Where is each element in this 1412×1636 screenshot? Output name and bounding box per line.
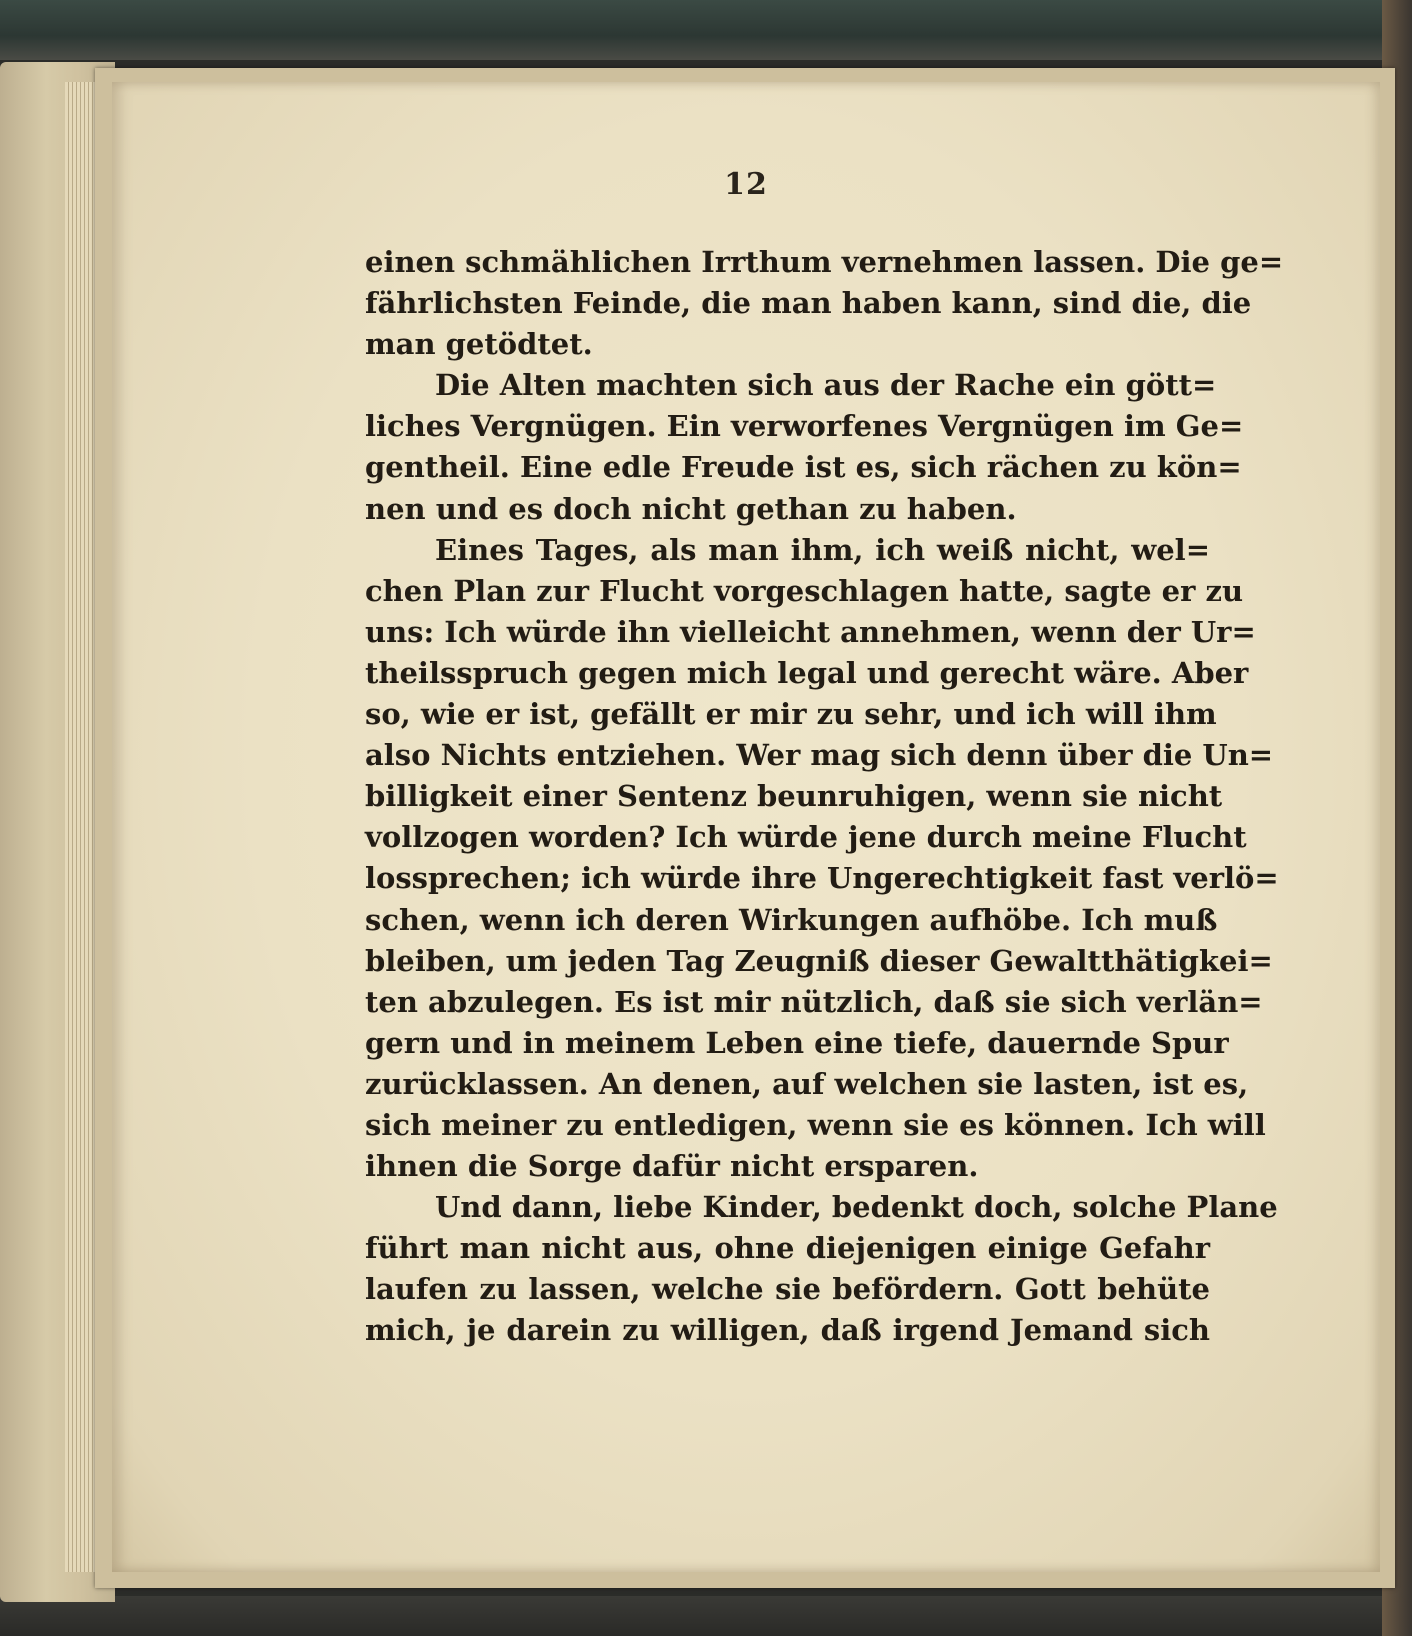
book-page bbox=[112, 82, 1380, 1572]
text-line: führt man nicht aus, ohne diejenigen einige Gefahr bbox=[365, 1231, 1210, 1266]
text-line: vollzogen worden? Ich würde jene durch meine Flucht bbox=[365, 820, 1247, 855]
text-line: laufen zu lassen, welche sie befördern. Gott behüte bbox=[365, 1272, 1210, 1307]
text-line: also Nichts entziehen. Wer mag sich denn über die Un= bbox=[365, 738, 1274, 773]
text-line: ten abzulegen. Es ist mir nützlich, daß sie sich verlän= bbox=[365, 984, 1263, 1019]
text-line: Die Alten machten sich aus der Rache ein gött= bbox=[435, 368, 1217, 403]
text-line: gern und in meinem Leben eine tiefe, dauernde Spur bbox=[365, 1025, 1229, 1060]
text-line: chen Plan zur Flucht vorgeschlagen hatte, sagte er zu bbox=[365, 573, 1244, 608]
text-line: fährlichsten Feinde, die man haben kann, sind die, die bbox=[365, 286, 1252, 321]
text-line: man getödtet. bbox=[365, 327, 593, 362]
text-line: Und dann, liebe Kinder, bedenkt doch, solche Plane bbox=[435, 1190, 1278, 1225]
text-line: theilsspruch gegen mich legal und gerecht wäre. Aber bbox=[365, 655, 1249, 690]
page-text bbox=[365, 242, 1284, 1352]
text-line: sich meiner zu entledigen, wenn sie es können. Ich will bbox=[365, 1107, 1266, 1142]
text-line: liches Vergnügen. Ein verworfenes Vergnügen im Ge= bbox=[365, 409, 1244, 444]
text-line: lossprechen; ich würde ihre Ungerechtigkeit fast verlö= bbox=[365, 861, 1279, 896]
text-line: so, wie er ist, gefällt er mir zu sehr, und ich will ihm bbox=[365, 697, 1217, 732]
text-line: nen und es doch nicht gethan zu haben. bbox=[365, 491, 1017, 526]
book-cover-top bbox=[0, 0, 1412, 60]
text-line: Eines Tages, als man ihm, ich weiß nicht, wel= bbox=[435, 532, 1210, 567]
text-line: einen schmählichen Irrthum vernehmen lassen. Die ge= bbox=[365, 245, 1284, 279]
text-line: ihnen die Sorge dafür nicht ersparen. bbox=[365, 1149, 979, 1184]
text-line: mich, je darein zu willigen, daß irgend Jemand sich bbox=[365, 1313, 1210, 1348]
text-line: billigkeit einer Sentenz beunruhigen, wenn sie nicht bbox=[365, 779, 1223, 814]
page-number: 12 bbox=[724, 167, 768, 202]
text-line: zurücklassen. An denen, auf welchen sie lasten, ist es, bbox=[365, 1066, 1249, 1101]
text-line: gentheil. Eine edle Freude ist es, sich rächen zu kön= bbox=[365, 450, 1242, 485]
book-cover-bottom bbox=[0, 1596, 1412, 1636]
text-line: uns: Ich würde ihn vielleicht annehmen, wenn der Ur= bbox=[365, 614, 1256, 649]
text-line: bleiben, um jeden Tag Zeugniß dieser Gewaltthätigkei= bbox=[365, 943, 1273, 978]
text-line: schen, wenn ich deren Wirkungen aufhöbe. Ich muß bbox=[365, 902, 1218, 937]
